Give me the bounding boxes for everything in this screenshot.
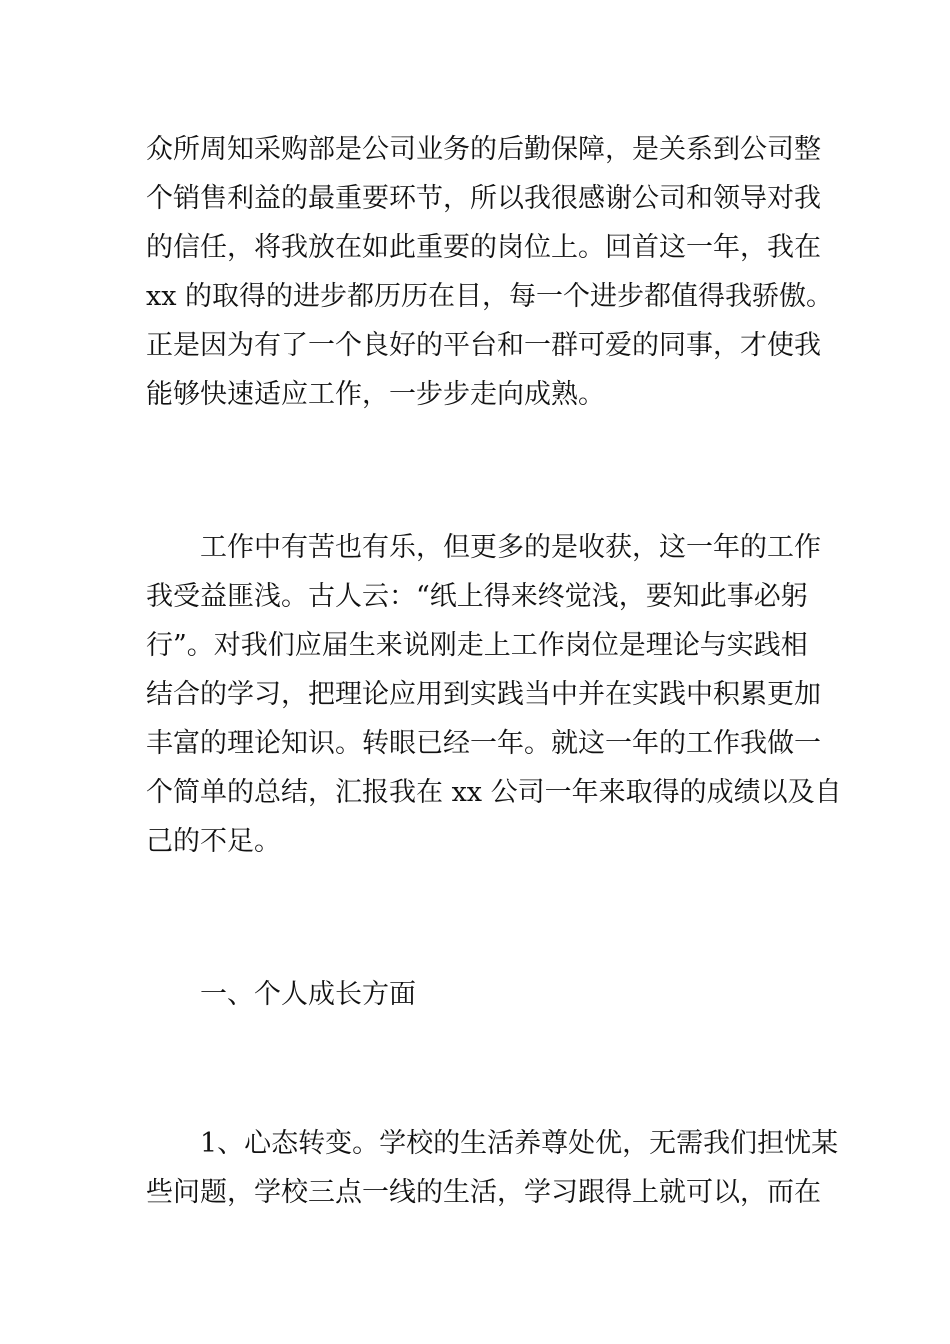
paragraph-line: 工作中有苦也有乐，但更多的是收获，这一年的工作 [200,532,821,563]
paragraph-line: 正是因为有了一个良好的平台和一群可爱的同事，才使我 [146,330,821,361]
section-heading: 一、个人成长方面 [200,979,416,1010]
paragraph-line: 个销售利益的最重要环节，所以我很感谢公司和领导对我 [146,183,821,214]
paragraph-line: 行”。对我们应届生来说刚走上工作岗位是理论与实践相 [146,630,808,661]
paragraph-line: 的信任，将我放在如此重要的岗位上。回首这一年，我在 [146,232,821,263]
paragraph-line: 我受益匪浅。古人云：“纸上得来终觉浅，要知此事必躬 [146,581,808,612]
paragraph-line: 己的不足。 [146,826,281,857]
paragraph-line: 众所周知采购部是公司业务的后勤保障，是关系到公司整 [146,134,821,165]
paragraph-line: 结合的学习，把理论应用到实践当中并在实践中积累更加 [146,679,821,710]
paragraph-line: 1、心态转变。学校的生活养尊处优，无需我们担忧某 [200,1128,839,1159]
paragraph-line: 丰富的理论知识。转眼已经一年。就这一年的工作我做一 [146,728,821,759]
paragraph-line: xx 的取得的进步都历历在目，每一个进步都值得我骄傲。 [146,281,834,312]
paragraph-line: 个简单的总结，汇报我在 xx 公司一年来取得的成绩以及自 [146,777,842,808]
paragraph-line: 能够快速适应工作，一步步走向成熟。 [146,379,605,410]
paragraph-line: 些问题，学校三点一线的生活，学习跟得上就可以，而在 [146,1177,821,1208]
